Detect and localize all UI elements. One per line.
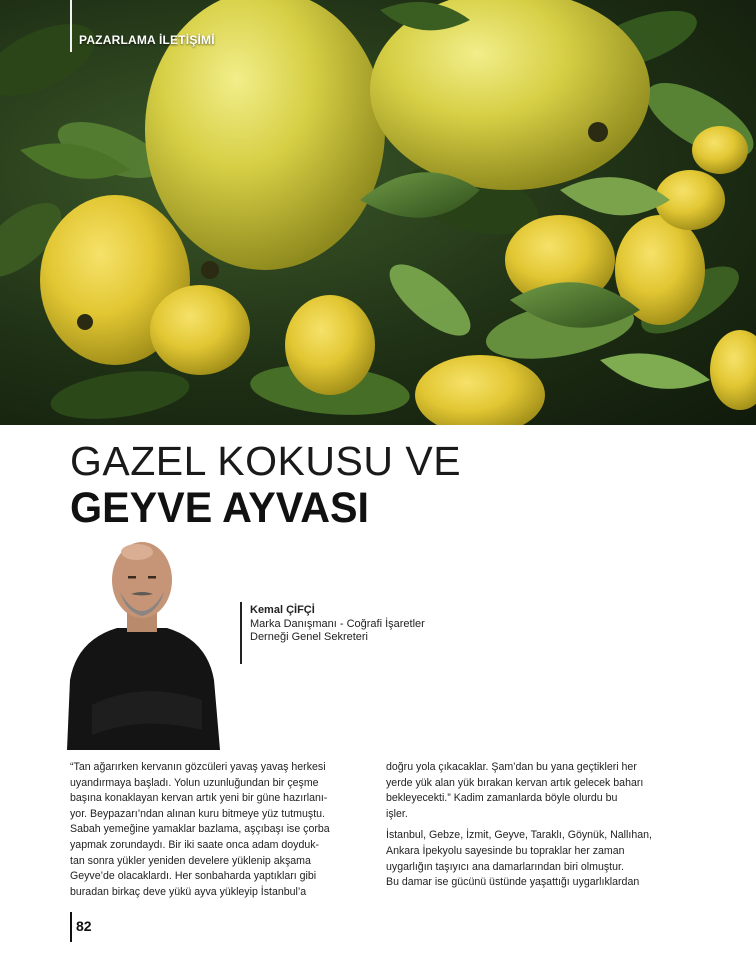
author-byline	[250, 604, 425, 645]
text-line: buradan birkaç deve yükü ayva yükleyip İstanbul’a	[70, 885, 307, 898]
text-line: Ankara İpekyolu sayesinde bu topraklar her zaman	[386, 844, 625, 857]
page-number-rule	[70, 912, 72, 942]
text-line: uyandırmaya başladı. Yolun uzunluğundan bir çeşme	[70, 776, 319, 789]
text-line: İstanbul, Gebze, İzmit, Geyve, Taraklı, Göynük, Nallıhan,	[386, 829, 652, 842]
headline-line-1: GAZEL KOKUSU VE	[70, 438, 462, 484]
headline-line-2: GEYVE AYVASI	[70, 484, 370, 532]
text-line: bekleyecekti.” Kadim zamanlarda böyle olurdu bu	[386, 792, 618, 805]
body-paragraph-1-continued	[386, 760, 676, 822]
byline-rule	[240, 602, 242, 664]
text-line: yapmak zorundaydı. Bir iki saate onca adam doyduk-	[70, 838, 320, 851]
section-rule	[70, 0, 72, 52]
quince-tree-illustration	[0, 0, 756, 425]
page-number: 82	[76, 918, 92, 934]
text-line: “Tan ağarırken kervanın gözcüleri yavaş yavaş herkesi	[70, 761, 326, 773]
author-photo	[62, 530, 222, 750]
text-line: Bu damar ise gücünü üstünde yaşattığı uygarlıklardan	[386, 876, 640, 889]
text-line: yor. Beypazarı’ndan alınan kuru bitmeye yüz tutmuştu.	[70, 807, 325, 820]
body-paragraph-2	[386, 828, 676, 890]
text-line: tan sonra yükler yeniden develere yüklenip akşama	[70, 854, 311, 867]
text-line: başına konaklayan kervan artık yeni bir güne hazırlanı-	[70, 792, 328, 805]
section-label: PAZARLAMA İLETİŞİMİ	[79, 33, 215, 47]
author-title-line-2: Derneği Genel Sekreteri	[250, 631, 369, 643]
hero-photo-quinces	[0, 0, 756, 425]
text-line: işler.	[386, 807, 408, 820]
body-column-right	[386, 760, 676, 897]
author-name: Kemal ÇİFÇİ	[250, 604, 315, 616]
author-title-line-1: Marka Danışmanı - Coğrafi İşaretler	[250, 617, 425, 630]
body-column-left	[70, 760, 360, 906]
body-paragraph-1	[70, 760, 360, 900]
text-line: Geyve’de olacaklardı. Her sonbaharda yaptıkları gibi	[70, 870, 317, 883]
text-line: Sabah yemeğine yamaklar bazlama, aşçıbaşı ise çorba	[70, 823, 330, 836]
text-line: doğru yola çıkacaklar. Şam’dan bu yana geçtikleri her	[386, 761, 637, 773]
text-line: uygarlığın taşıyıcı ana damarlarından biri olmuştur.	[386, 860, 624, 873]
text-line: yerde yük alan yük bırakan kervan artık gelecek baharı	[386, 776, 644, 789]
